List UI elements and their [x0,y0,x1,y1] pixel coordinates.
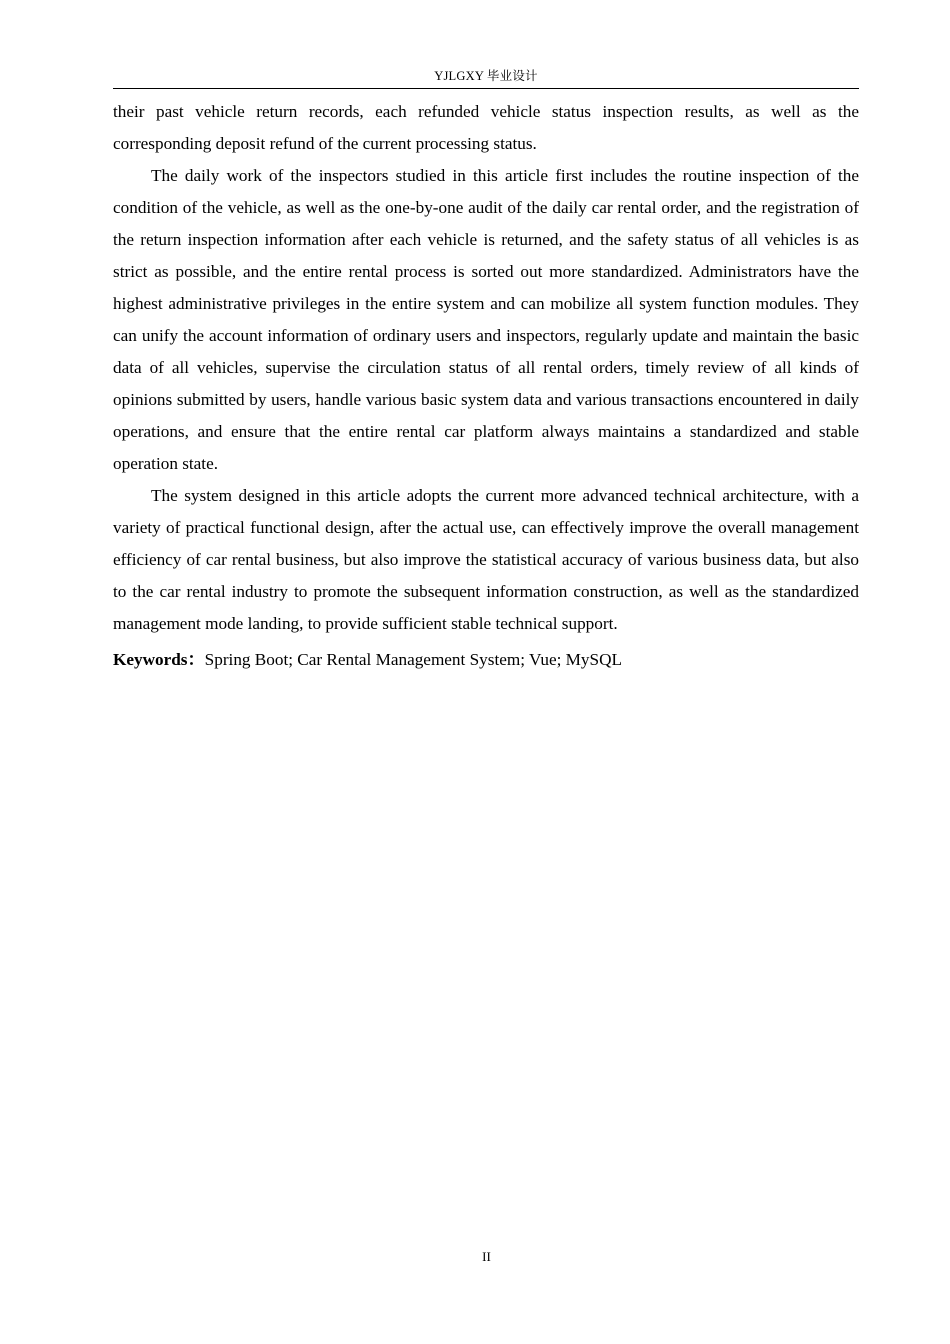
keywords-label: Keywords： [113,650,205,669]
page-header [113,66,859,89]
page-number: II [482,1249,491,1264]
paragraph-continuation: their past vehicle return records, each refunded vehicle status inspection results, as well as the corresponding deposit refund of the current processing status. [113,102,859,153]
keywords-value: Spring Boot; Car Rental Management System; Vue; MySQL [204,650,622,669]
keywords-line [113,644,859,676]
paragraph-inspectors-admins: The daily work of the inspectors studied in this article first includes the routine inspection of the condition of the vehicle, as well as the one-by-one audit of the daily car rental order, and the registration of the return inspection information after each vehicle is returned, and the safety status of all vehicles is as strict as possible, and the entire rental process is sorted out more standardized. Administrators have the highest administrative privileges in the entire system and can mobilize all system function modules. They can unify the account information of ordinary users and inspectors, regularly update and maintain the basic data of all vehicles, supervise the circulation status of all rental orders, timely review of all kinds of opinions submitted by users, handle various basic system data and various transactions encountered in daily operations, and ensure that the entire rental car platform always maintains a standardized and stable operation state. [113,166,859,473]
abstract-body [113,96,859,676]
paragraph-system-design: The system designed in this article adopts the current more advanced technical architecture, with a variety of practical functional design, after the actual use, can effectively improve the overall management efficiency of car rental business, but also improve the statistical accuracy of various business data, but also to the car rental industry to promote the subsequent information construction, as well as the standardized management mode landing, to provide sufficient stable technical support. [113,486,859,633]
header-text: YJLGXY 毕业设计 [434,69,538,83]
